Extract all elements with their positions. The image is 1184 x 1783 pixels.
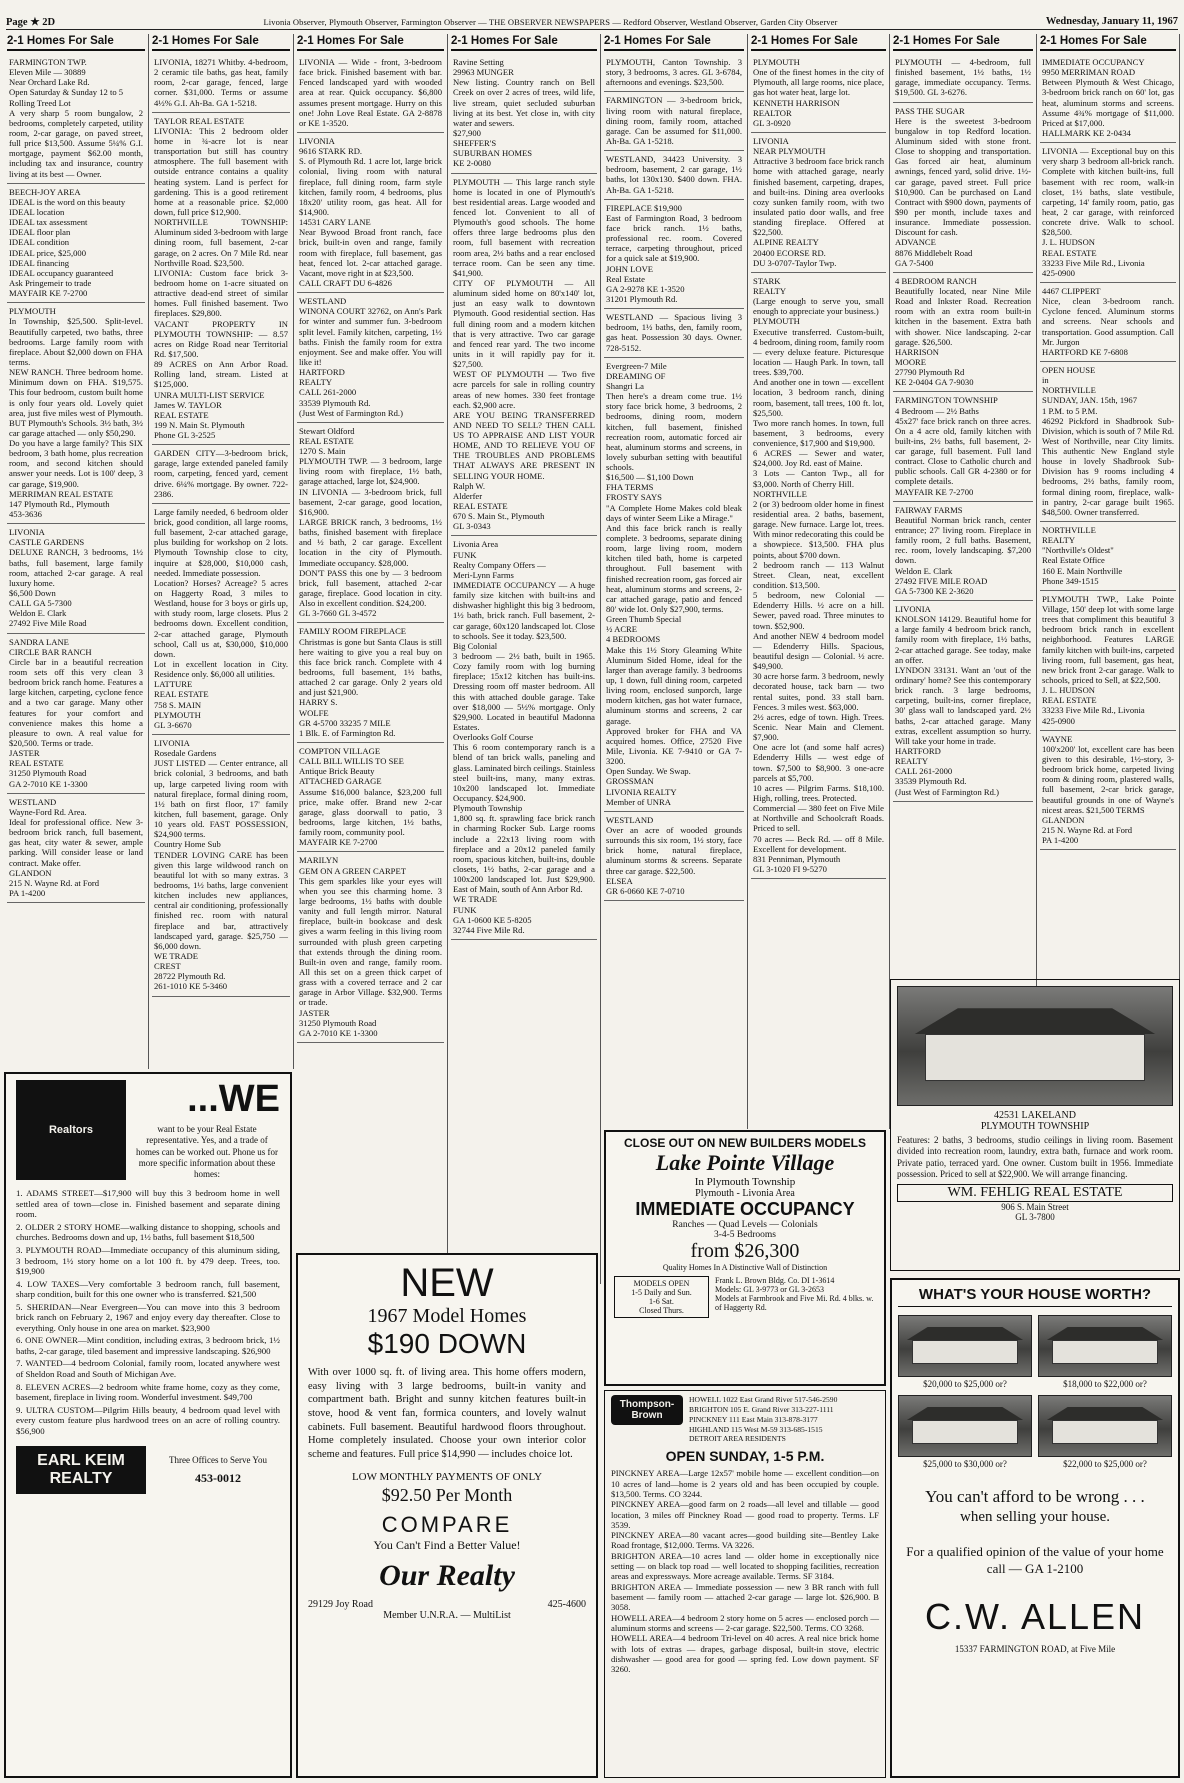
column-3: [294, 34, 448, 1284]
listing-ad: STARK REALTY (Large enough to serve you, small enough to appreciate your business.) PLYMOUTH Executive transferred. Custom-built, 4 bedroom, dining room, family room — every deluxe feature. Picturesque location — Haugh Park. In town, tall trees. $39,700. And another one in town — excellent location, 3 bedroom ranch, dining room, basement, tall trees, 100 ft. lot, $25,500. Two more ranch homes. In town, full basement, 3 bedrooms, every convenience, $17,900 and $19,900. 6 ACRES — Sewer and water, $24,000. Joy Rd. east of Maine. 3 Lots — Canton Twp., all for $3,000. North of Cherry Hill. NORTHVILLE 2 (or 3) bedroom older home in finest residential area. 2 baths, basement, garage. New furnace. Large lot, trees. With minor redecorating this could be a showpiece. $13,500. FHA plus points, about $700 down. 2 bedroom ranch — 113 Walnut Street. Clean, neat, excellent condition. $13,500. 5 bedroom, new Colonial — Edenderry Hills. ½ acre on a hill. Sewer, paved road. Three minutes to town. $52,900. And another NEW 4 bedroom model — Edenderry Hills. Spacious, beautiful design — Colonial. ½ acre. $49,900. 30 acre horse farm. 3 bedroom, newly decorated house, tack barn — two rental suites, pond. 33 stall barn. Fences. 3 miles west. $63,000. 2½ acres, edge of town. High. Trees. Scenic. Near Main and Clement. $7,900. One acre lot (and some half acres) Edenderry Hills — west edge of town. $7,500 to $8,900. 3 one-acre parcels at $5,700. 10 acres — Pilgrim Farms. $18,100. High, rolling, trees. Protected. Commercial — 380 feet on Five Mile at Northville and Schoolcraft Roads. Priced to sell. 70 acres — Beck Rd. — off 8 Mile. Excellent for development. 831 Penniman, Plymouth GL 3-1020 FI 9-5270: [751, 273, 886, 879]
listing-ad: COMPTON VILLAGE CALL BILL WILLIS TO SEE Antique Brick Beauty ATTACHED GARAGE Assume $16,000 balance, $23,200 full price, make offer. Brand new 2-car garage, glass doorwall to patio, 3 bedrooms, large kitchen, 1½ baths, family room, community pool. MAYFAIR KE 7-2700: [297, 743, 444, 852]
listing-ad: LIVONIA CASTLE GARDENS DELUXE RANCH, 3 bedrooms, 1½ baths, full basement, large family room, attached 2-car garage. A real luxury home. $6,500 Down CALL GA 5-7300 Weldon E. Clark 27492 Five Mile Road: [7, 524, 145, 633]
we-listing-item: 1. ADAMS STREET—$17,900 will buy this 3 bedroom home in well settled area of town—close in. Finished basement and separate dining room.: [16, 1188, 280, 1220]
realtors-badge: Realtors: [16, 1080, 126, 1180]
listing-ad: Ravine Setting 29963 MUNGER New listing. Country ranch on Bell Creek on over 2 acres of trees, wild life, live stream, quiet secluded suburban living at its best. Yet close in, with city water and sewers. $27,900 SHEFFER'S SUBURBAN HOMES KE 2-0080: [451, 54, 597, 174]
we-realtors-ad: [4, 1072, 292, 1778]
listing-ad: FAMILY ROOM FIREPLACE Christmas is gone but Santa Claus is still here waiting to give you a real buy on this face brick ranch. Complete with 4 bedrooms, full basement, 1½ baths, attached 2 car garage. Only 2 years old and just $21,900. HARRY S. WOLFE GR 4-5700 33235 7 MILE 1 Blk. E. of Farmington Rd.: [297, 623, 444, 743]
house-photo: [897, 986, 1173, 1106]
listing-ad: Evergreen-7 Mile DREAMING OF Shangri La Then here's a dream come true. 1½ story face brick home, 3 bedrooms, 2 bedrooms, dining room, modern kitchen, full basement, finished recreation room, automatic forced air heat, aluminum storms and screens, in lovely suburban setting with beautiful schools. $16,500 — $1,100 Down FHA TERMS FROSTY SAYS "A Complete Home Makes cold bleak days of winter Seem Like a Mirage." And this face brick ranch is really complete. 3 bedrooms, separate dining room, large living room, modern kitchen tiled bath, home is carpeted throughout. Full basement with finished recreation room, gas forced air heat, aluminum storms and screens, 2-car attached garage, patio and fenced 80' wide lot. Only $27,900, terms. Green Thumb Special ½ ACRE 4 BEDROOMS Make this 1½ Story Gleaming White Aluminum Sided Home, ideal for the larger than average family. 3 bedrooms up, 1 down, full dining room, carpeted living room, enclosed sunporch, large modern kitchen, gas hot water furnace, aluminum storms and screens, 2 car garage. Approved broker for FHA and VA acquired homes. Office, 27520 Five Mile, Livonia. KE 7-9410 or GA 7-3200. Open Sunday. We Swap. GROSSMAN LIVONIA REALTY Member of UNRA: [604, 358, 744, 812]
lakeland-address: 42531 LAKELAND PLYMOUTH TOWNSHIP: [980, 1110, 1090, 1132]
listing-ad: LIVONIA, 18271 Whitby. 4-bedroom, 2 ceramic tile baths, gas heat, family room, 2-car garage, fenced, large corner. $31,000. Terms or assume 4½% G.I. Ah-Ba. GA 1-5218.: [152, 54, 290, 113]
listing-ad: NORTHVILLE REALTY "Northville's Oldest" Real Estate Office 160 E. Main Northville Phone 349-1515: [1040, 522, 1176, 591]
new-text: With over 1000 sq. ft. of living area. This home offers modern, easy living with 3 large bedrooms, built-in vanity and compartment bath. Bright and sunny kitchen features built-in stove, hood & vent fan, formica counters, and lovely walnut cabinets. Full basement. Beautiful hardwood floors throughout. Home completely insulated. Choose your own interior color scheme and features. Full price $14,990 — includes choice lot.: [308, 1367, 586, 1460]
worth-line1: You can't afford to be wrong . . .: [925, 1487, 1145, 1506]
listing-ad: PASS THE SUGAR Here is the sweetest 3-bedroom bungalow in top Redford location. Aluminum sided with stone front. Close to shopping and transportation. Gas forced air heat, aluminum awnings, fenced yard, solid drive. 1½-car garage, paved street. Full price $10,900. Can be purchased on Land Contract with $900 down, payments of $90 per month, include taxes and insurance. Immediate possession. Discount for cash. ADVANCE 8876 Middlebelt Road GA 7-5400: [893, 103, 1033, 273]
we-listing-item: 5. SHERIDAN—Near Evergreen—You can move into this 3 bedroom brick ranch on February 2, 1967 and enjoy every day thereafter. Close to everything. Only house in one area on market. $23,900: [16, 1301, 280, 1333]
we-listing-item: 6. ONE OWNER—Mint condition, including extras, 3 bedroom brick, 1½ baths, 2-car garage, tiled basement and impressive landscaping. $26,900: [16, 1335, 280, 1356]
thompson-brown-logo: Thompson-Brown: [611, 1395, 683, 1425]
lakeland-ad: [890, 979, 1180, 1271]
listing-ad: WESTLAND, 34423 University. 3 bedroom, basement, 2 car garage, 1½ baths, lot 130x130. $400 down. FHA. Ah-Ba. GA 1-5218.: [604, 151, 744, 200]
section-heading: 2-1 Homes For Sale: [297, 34, 444, 51]
lakeland-broker: WM. FEHLIG REAL ESTATE: [897, 1184, 1173, 1202]
column-8: [1037, 34, 1180, 1009]
column-7: [890, 34, 1037, 1009]
worth-house-1: [898, 1315, 1032, 1389]
lake-types: Ranches — Quad Levels — Colonials 3-4-5 Bedrooms: [672, 1220, 818, 1240]
worth-line3: For a qualified opinion of the value of your home call — GA 1-2100: [906, 1544, 1164, 1576]
listing-ad: PLYMOUTH One of the finest homes in the city of Plymouth, all large rooms, nice place, gas hot water heat, large lot. KENNETH HARRISON REALTOR GL 3-0920: [751, 54, 886, 133]
listing-ad: PLYMOUTH TWP., Lake Pointe Village, 150' deep lot with some large trees that compliment this beautiful 3 bedroom brick ranch in excellent neighborhood. Features LARGE family kitchen with built-ins, carpeted living room, full basement, gas heat, new brick front 2-car garage. Walk to schools, priced to Sell, at $22,500. J. L. HUDSON REAL ESTATE 33233 Five Mile Rd., Livonia 425-0900: [1040, 591, 1176, 731]
section-heading: 2-1 Homes For Sale: [152, 34, 290, 51]
issue-date: Wednesday, January 11, 1967: [1045, 16, 1178, 27]
listing-ad: GARDEN CITY—3-bedroom brick, garage, large extended paneled family room, carpeting, fenced yard, cement drive. 6¼% mortgage. By owner. 722-2386.: [152, 445, 290, 504]
section-heading: 2-1 Homes For Sale: [1040, 34, 1176, 51]
new-compare: COMPARE: [381, 1512, 513, 1538]
lake-info: Frank L. Brown Bldg. Co. DI 1-3614 Models: GL 3-9773 or GL 3-2653 Models at Farmbrook and Five Mi. Rd. 4 blks. w. of Haggerty Rd.: [715, 1276, 874, 1312]
office-list: HOWELL 1022 East Grand River 517-546-2590 BRIGHTON 105 E. Grand River 313-227-1111 PINCKNEY 111 East Main 313-878-3177 HIGHLAND 115 West M-59 313-685-1515 DETROIT AREA RESIDENTS: [689, 1395, 838, 1444]
column-1: [4, 34, 149, 1069]
section-heading: 2-1 Homes For Sale: [751, 34, 886, 51]
page-number: Page ★ 2D: [6, 16, 56, 28]
new-monthly: $92.50 Per Month: [381, 1485, 513, 1506]
new-member: Member U.N.R.A. — MultiList: [383, 1610, 511, 1622]
our-realty-logo: Our Realty: [379, 1559, 515, 1593]
section-heading: 2-1 Homes For Sale: [7, 34, 145, 51]
we-title: ...WE: [187, 1078, 280, 1120]
listing-ad: TAYLOR REAL ESTATE LIVONIA: This 2 bedroom older home in ¾-acre lot is near transportation but still has country atmosphere. The full basement with outside entrance contains a quality heating system. Land is perfect for gardening. This is a good retirement home at a reasonable price. $2,000 down, full price $12,900. NORTHVILLE TOWNSHIP: Aluminum sided 3-bedroom with large dining room, full basement, 2-car garage, on 2 acres. On 7 Mile Rd. near Northville Road. $23,500. LIVONIA: Custom face brick 3-bedroom home on 1-acre situated on attractive dead-end street of similar homes. Full finished basement. Two fireplaces. $29,800. VACANT PROPERTY IN PLYMOUTH TOWNSHIP: — 8.57 acres on Ridge Road near Territorial Rd. $17,500. 89 ACRES on Ann Arbor Road. Rolling land, stream. Listed at $125,000. UNRA MULTI-LIST SERVICE James W. TAYLOR REAL ESTATE 199 N. Main St. Plymouth Phone GL 3-2525: [152, 113, 290, 446]
worth-price-4: $22,000 to $25,000 or?: [1063, 1459, 1147, 1469]
worth-price-1: $20,000 to $25,000 or?: [923, 1379, 1007, 1389]
listing-ad: 4 BEDROOM RANCH Beautifully located, near Nine Mile Road and Inkster Road. Recreation room with an extra room built-in kitchen in the basement. Extra bath with shower. Nice landscaping. 2-car garage. $26,500. HARRISON MOORE 27790 Plymouth Rd KE 2-0404 GA 7-9030: [893, 273, 1033, 393]
lakeland-broker-address: 906 S. Main Street GL 3-7800: [1001, 1202, 1069, 1222]
listing-ad: FARMINGTON TOWNSHIP 4 Bedroom — 2½ Baths 45x27' face brick ranch on three acres. On a 4 acre old, family kitchen with built-ins, 2½ baths, full basement, 2-car garage, full basement. Full land contract. Close to Catholic church and public schools. Call GR 4-2380 or for complete details. MAYFAIR KE 7-2700: [893, 392, 1033, 501]
we-listing-item: 9. ULTRA CUSTOM—Pilgrim Hills beauty, 4 bedroom quad level with every custom feature plus hardwood trees on an acre of rolling country. $56,900: [16, 1404, 280, 1436]
listing-ad: 4467 CLIPPERT Nice, clean 3-bedroom ranch. Cyclone fenced. Aluminum storms and screens. Near schools and transportation. Good assumption. Call Mr. Jurgon HARTFORD KE 7-6808: [1040, 283, 1176, 362]
column-2: [149, 34, 294, 1069]
listing-ad: MARILYN GEM ON A GREEN CARPET This gem sparkles like your eyes will when you see this charming home. 3 large bedrooms, 1½ baths with double vanity and full length mirror. Natural fireplace, built-in bookcase and desk gives a warm feeling in this living room surrounded with plush green carpeting that extends through the dining room. Built-in oven and range, family room. All this set on a green thick carpet of grass with a covered terrace and 2 car garage in Arbor Village. $32,900. Terms or trade. JASTER 31250 Plymouth Road GA 2-7010 KE 1-3300: [297, 852, 444, 1043]
lake-pointe-village-ad: [604, 1130, 886, 1386]
lake-occupancy: IMMEDIATE OCCUPANCY: [635, 1199, 855, 1219]
we-listing-item: 4. LOW TAXES—Very comfortable 3 bedroom ranch, full basement, sharp condition, built for this one owner who is transferred. $21,500: [16, 1278, 280, 1300]
open-sunday-title: OPEN SUNDAY, 1-5 P.M.: [665, 1448, 825, 1465]
listing-ad: WESTLAND — Spacious living 3 bedroom, 1½ baths, den, family room, gas heat. Possession 30 days. Owner. 728-5152.: [604, 309, 744, 358]
listing-ad: Stewart Oldford REAL ESTATE 1270 S. Main PLYMOUTH TWP. — 3 bedroom, large living room with fireplace, 1½ bath, garage attached, large lot, $24,900. IN LIVONIA — 3-bedroom brick, full basement, 2-car garage, good location, $16,900. LARGE BRICK ranch, 3 bedrooms, 1½ baths, finished basement with fireplace and ½ bath, 2 car garage. Excellent location in the city of Plymouth. Immediate occupancy. $28,000. DON'T PASS this one by — 3 bedroom brick, full basement, attached 2-car garage, fireplace. Good location in city. Also in excellent condition. $24,200. GL 3-7660 GL 3-4572: [297, 423, 444, 624]
section-heading: 2-1 Homes For Sale: [451, 34, 597, 51]
worth-title: WHAT'S YOUR HOUSE WORTH?: [898, 1286, 1172, 1307]
offices-note: Three Offices to Serve You: [168, 1454, 268, 1465]
new-address: 29129 Joy Road: [308, 1599, 373, 1611]
listing-ad: OPEN HOUSE in NORTHVILLE SUNDAY, JAN. 15th, 1967 1 P.M. to 5 P.M. 46292 Pickford in Shadbrook Sub-Division, which is south of 7 Mile Rd. West of Northville, near City limits. This authentic New England style house in lovely Shadbrook Sub-Division has 9 rooms including 4 bedrooms, 2½ baths, family room, formal dining room, fireplace, walk-in pantry, 2-car garage built 1965. $48,500. Owner transferred.: [1040, 362, 1176, 522]
listing-ad: LIVONIA NEAR PLYMOUTH Attractive 3 bedroom face brick ranch home with attached garage, nearly finished basement, carpeting, drapes, and built-ins. Dining area overlooks cozy sunken family room, with two insulated patio door walls, and free standing fireplace. Offered at $22,500. ALPINE REALTY 20400 ECORSE RD. DU 3-0707-Taylor Twp.: [751, 133, 886, 273]
listing-ad: FAIRWAY FARMS Beautiful Norman brick ranch, center entrance; 27' living room. Fireplace in family room, 2 full baths. Basement, rec. room, lovely landscaping. $7,200 down. Weldon E. Clark 27492 FIVE MILE ROAD GA 5-7300 KE 2-3620: [893, 502, 1033, 601]
listing-ad: LIVONIA Rosedale Gardens JUST LISTED — Center entrance, all brick colonial, 3 bedrooms, and bath up, large carpeted living room with natural fireplace, formal dining room, 1½ bath on first floor, 17' family kitchen, full basement, garage. Only 10 years old. FAST POSSESSION, $24,900 terms. Country Home Sub TENDER LOVING CARE has been given this large wildwood ranch on beautiful lot with so many extras. 3 bedrooms, 1½ baths, large convenient kitchen includes new appliances, central air conditioning, professionally finished rec. room with natural fireplace and bar, attractively landscaped yard, garage. $25,750 — $6,000 down. WE TRADE CREST 28722 Plymouth Rd. 261-1010 KE 5-3460: [152, 735, 290, 997]
lake-l1: In Plymouth Township: [694, 1176, 796, 1188]
listing-ad: LIVONIA 9616 STARK RD. S. of Plymouth Rd. 1 acre lot, large brick colonial, living room with natural fireplace, full dining room, farm style kitchen, family room, 4 bedrooms, plus 18x20' utility room, gas heat. All for $14,900. 14531 CARY LANE Near Bywood Broad front ranch, face brick, built-in oven and range, family room with fireplace, full basement, gas heat, fenced lot. 2-car attached garage. Vacant, move right in at $23,500. CALL CRAFT DU 6-4826: [297, 133, 444, 293]
open-sunday-text: PINCKNEY AREA—Large 12x57' mobile home — excellent condition—on 10 acres of land—home is 2 years old and has been occupied by couple. $13,500. Terms. CO 3244. PINCKNEY AREA—good farm on 2 roads—all level and tillable — good location, 3 miles off Pinckney Road — good road to property. Terms. LF 3539. PINCKNEY AREA—80 vacant acres—good building site—Bentley Lake Road frontage, $12,000. Terms. VA 3226. BRIGHTON AREA—10 acres land — older home in exceptionally nice setting — on black top road — well located to shopping facilities, recreation areas and expressways. More acreage available. Terms. SF 3184. BRIGHTON AREA — Immediate possession — new 3 BR ranch with full basement — family room — attached 2-car garage — large lot. $26,900. B 3058. HOWELL AREA—4 bedroom 2 story home on 5 acres — enclosed porch — aluminum storms and screens — 2-car garage. $22,500. Terms. CO 3268. HOWELL AREA—4 bedroom Tri-level on 40 acres. A real nice brick home with lots of extras — drapes, garbage disposal, built-in stove, electric dishwasher — good area for good — spring fed. Low down payment. SF 3260.: [611, 1468, 879, 1675]
we-listing-item: 8. ELEVEN ACRES—2 bedroom white frame home, cozy as they come, basement, fireplace in living room. Wonderful investment. $49,700: [16, 1381, 280, 1403]
column-5: [601, 34, 748, 1129]
listing-ad: WESTLAND WINONA COURT 32762, on Ann's Park for winter and summer fun. 3-bedroom split level. Family kitchen, carpeting, 1½ baths. Finish the family room for extra enjoyment. See and make offer. You will like it! HARTFORD REALTY CALL 261-2000 33539 Plymouth Rd. (Just West of Farmington Rd.): [297, 293, 444, 423]
column-6: [748, 34, 890, 1129]
cw-allen-logo: C.W. ALLEN: [924, 1595, 1146, 1637]
open-sunday-ad: [604, 1390, 886, 1778]
lake-top: CLOSE OUT ON NEW BUILDERS MODELS: [623, 1136, 866, 1150]
listing-ad: LIVONIA — Exceptional buy on this very sharp 3 bedroom all-brick ranch. Complete with kitchen built-ins, full basement with rec room, walk-in closet, 1½ baths, slate vestibule, carpeting, 14' family room, patio, gas heat, 2 car garage, with reinforced concrete drive. Walk to school. $28,500. J. L. HUDSON REAL ESTATE 33233 Five Mile Rd., Livonia 425-0900: [1040, 143, 1176, 283]
masthead: [6, 14, 1178, 30]
new-sub: 1967 Model Homes: [367, 1305, 527, 1327]
listing-ad: LIVONIA — Wide - front, 3-bedroom face brick. Finished basement with bar. Fenced landscaped yard with wooded area at rear. Quick occupancy. $6,800 assumes present mortgage. Hurry on this one! John Love Real Estate. GA 2-8878 or KE 1-3520.: [297, 54, 444, 133]
listing-ad: WESTLAND Over an acre of wooded grounds surrounds this six room, 1½ story, face brick home, natural fireplace, aluminum storms & screens. Separate three car garage. $22,500. ELSEA GR 6-0660 KE 7-0710: [604, 812, 744, 901]
new-low: LOW MONTHLY PAYMENTS OF ONLY: [351, 1471, 543, 1484]
listing-ad: BEECH-JOY AREA IDEAL is the word on this beauty IDEAL location IDEAL tax assessment IDEAL floor plan IDEAL condition IDEAL price, $25,000 IDEAL financing IDEAL occupancy guaranteed Ask Pringemeir to trade MAYFAIR KE 7-2700: [7, 184, 145, 304]
worth-house-2: [1038, 1315, 1172, 1389]
we-listing: [16, 1188, 280, 1436]
listing-ad: FIREPLACE $19,900 East of Farmington Road, 3 bedroom face brick ranch. 1½ baths, professional rec. room. Covered terrace, carpeting throughout, priced for a quick sale at $19,900. JOHN LOVE Real Estate GA 2-9278 KE 1-3520 31201 Plymouth Rd.: [604, 200, 744, 309]
section-heading: 2-1 Homes For Sale: [604, 34, 744, 51]
we-listing-item: 7. WANTED—4 bedroom Colonial, family room, located anywhere west of Sheldon Road and South of Michigan Ave.: [16, 1358, 280, 1379]
listing-ad: SANDRA LANE CIRCLE BAR RANCH Circle bar in a beautiful recreation room sets off this very clean 3 bedroom brick ranch home. Features a large kitchen, carpeting, cyclone fence and a two car garage. Many other features for your comfort and convenience makes this home a pleasure to own. A real value for $20,500. Terms or trade. JASTER REAL ESTATE 31250 Plymouth Road GA 2-7010 KE 1-3300: [7, 634, 145, 794]
listing-ad: PLYMOUTH In Township, $25,500. Split-level. Beautifully carpeted, two baths, three bedrooms. Large family room with fireplace. About $2,000 down on FHA terms. NEW RANCH. Three bedroom home. Minimum down on FHA. $19,575. This four bedroom, custom built home is only four years old. Lovely quiet area, just five miles west of Plymouth. BUT Plymouth's Schools. 3½ bath, 3½ car garage attached — only $50,290. Do you have a large family? This SIX bedroom, 3 bath home, plus recreation room, and second kitchen should answer your needs. Lot is 100' deep, 3 car garage, $19,900. MERRIMAN REAL ESTATE 147 Plymouth Rd., Plymouth 453-3636: [7, 303, 145, 524]
we-listing-item: 2. OLDER 2 STORY HOME—walking distance to shopping, schools and churches. Bedrooms down and up, 1½ baths, full basement $18,500: [16, 1221, 280, 1243]
worth-house-3: [898, 1395, 1032, 1469]
new-price: $190 DOWN: [367, 1328, 527, 1359]
we-intro: want to be your Real Estate representative. Yes, and a trade of homes can be worked out. Phone us for more specific information about these homes:: [136, 1124, 278, 1179]
listing-ad: FARMINGTON TWP. Eleven Mile — 30889 Near Orchard Lake Rd. Open Saturday & Sunday 12 to 5 Rolling Treed Lot A very sharp 5 room bungalow, 2 bedrooms, completely carpeted, utility room, 2-car garage, on paved street, full price $13,500. Assume 5¼% G.I. mortgage, payment $62.00 month, including tax and insurance, country living at its best — Owner.: [7, 54, 145, 184]
listing-ad: WESTLAND Wayne-Ford Rd. Area. Ideal for professional office. New 3-bedroom brick ranch, full basement, gas heat, city water & sewer, ample parking. Will consider lease or land contract. Make offer. GLANDON 215 N. Wayne Rd. at Ford PA 1-4200: [7, 794, 145, 903]
lake-name: Lake Pointe Village: [655, 1150, 835, 1175]
worth-price-2: $18,000 to $22,000 or?: [1063, 1379, 1147, 1389]
listing-ad: Livonia Area FUNK Realty Company Offers — Meri-Lynn Farms IMMEDIATE OCCUPANCY — A huge family size kitchen with built-ins and dishwasher highlight this big 3 bedroom, 1½ bath, brick ranch. Full basement, 2-car garage, 60x120 landscaped lot. Close to schools. See it today. $23,500. Big Colonial 3 bedroom — 2½ bath, built in 1965. Cozy family room with log burning fireplace; 15x12 kitchen has built-ins. Dressing room off master bedroom. All this with attached double garage. Take over $18,000 — 5½% mortgage. Only $29,900. Located in beautiful Madonna Estates. Overlooks Golf Course This 6 room contemporary ranch is a blend of tan brick walls, paneling and glass. Laminated birch ceilings. Stainless steel built-ins, many, many extras. 10x200 landscaped lot. Immediate Occupancy. $24,900. Plymouth Township 1,800 sq. ft. sprawling face brick ranch in charming Rocker Sub. Large rooms include a 22x13 living room with fireplace and a 20x12 paneled family room, spacious kitchen, built-ins, double closets, 1½ baths, 2-car garage and a 100x200 landscaped lot. Just $29,900. East of Main, south of Ann Arbor Rd. WE TRADE FUNK GA 1-0600 KE 5-8205 32744 Five Mile Rd.: [451, 536, 597, 939]
new-cant: You Can't Find a Better Value!: [373, 1538, 521, 1553]
column-4: [448, 34, 601, 1284]
new-phone: 425-4600: [547, 1599, 586, 1611]
lake-l2: Plymouth - Livonia Area: [695, 1188, 795, 1199]
lake-quality: Quality Homes In A Distinctive Wall of Distinction: [662, 1263, 828, 1272]
listing-ad: PLYMOUTH, Canton Township. 3 story, 3 bedrooms, 3 acres. GL 3-6784, afternoons and evenings. $23,500.: [604, 54, 744, 92]
new-title: NEW: [400, 1261, 494, 1305]
listing-ad: Large family needed, 6 bedroom older brick, good condition, all large rooms, full basement, 2-car attached garage, plus building for workshop on 2 lots. Plymouth Township close to city, inquire at $28,000, $10,000 cash, needed. Immediate possession. Location? Horses? Acreage? 5 acres on Haggerty Road, 3 miles to Westland, house for 3 boys or girls up, with study room, large closets. Plus 2 bedrooms down. Excellent condition, 2-car attached garage, Plymouth school, Call us at, $30,000, $10,000 down. Lot in excellent location in City. Residence only. $6,000 all utilities. LATTURE REAL ESTATE 758 S. MAIN PLYMOUTH GL 3-6670: [152, 504, 290, 735]
worth-price-3: $25,000 to $30,000 or?: [923, 1459, 1007, 1469]
worth-line2: when selling your house.: [960, 1509, 1110, 1525]
listing-ad: PLYMOUTH — 4-bedroom, full finished basement, 1½ baths, 1½ garage, immediate occupancy. Terms. $19,500. GL 3-6276.: [893, 54, 1033, 103]
listing-ad: FARMINGTON — 3-bedroom brick, living room with natural fireplace, dining room, family room, attached garage. Can be assumed for $11,000. Ah-Ba. GA 1-5218.: [604, 92, 744, 151]
listing-ad: IMMEDIATE OCCUPANCY 9950 MERRIMAN ROAD Between Plymouth & West Chicago, 3-bedroom brick ranch on 60' lot, gas heat, aluminum storms and screens. Assume 4¾% mortgage of $11,000. Priced at $17,000. HALLMARK KE 2-0434: [1040, 54, 1176, 143]
worth-house-4: [1038, 1395, 1172, 1469]
earl-keim-logo: EARL KEIM REALTY: [16, 1446, 146, 1494]
listing-ad: LIVONIA KNOLSON 14129. Beautiful home for a large family 4 bedroom brick ranch, family room with fireplace, 1½ baths, 2-car attached garage. See today, make an offer. LYNDON 33131. Want an 'out of the ordinary' home? See this contemporary brick ranch. 3 large bedrooms, carpeting, built-ins, corner fireplace, 30' glass wall to landscaped yard. 2½ baths, 2-car attached garage. Many extras, excellent assumption so hurry. Will take your home in trade. HARTFORD REALTY CALL 261-2000 33539 Plymouth Rd. (Just West of Farmington Rd.): [893, 601, 1033, 802]
paper-names: Livonia Observer, Plymouth Observer, Farmington Observer — THE OBSERVER NEWSPAPERS — Redford Observer, Westland Observer, Garden City Observer: [263, 16, 838, 27]
new-model-homes-ad: [296, 1253, 598, 1778]
we-phone: 453-0012: [195, 1470, 241, 1485]
lakeland-text: Features: 2 baths, 3 bedrooms, studio ceilings in living room. Basement divided into recreation room, laundry, extra bath, furnace and work room. Private patio, terraced yard. One owner. Custom built in 1956. Immediate possession. Priced to sell at $22,900. We will arrange financing.: [897, 1135, 1173, 1179]
house-worth-ad: [890, 1278, 1180, 1778]
lake-models: MODELS OPEN 1-5 Daily and Sun. 1-6 Sat. Closed Thurs.: [614, 1276, 709, 1318]
listing-ad: WAYNE 100'x200' lot, excellent care has been given to this desirable, 1½-story, 3-bedroom brick home, carpeted living room & dining room, plastered walls, full basement, 2-car brick garage, beautiful grounds in one of Wayne's nicest areas. $21,500 TERMS GLANDON 215 N. Wayne Rd. at Ford PA 1-4200: [1040, 731, 1176, 851]
worth-address: 15337 FARMINGTON ROAD, at Five Mile: [954, 1643, 1116, 1654]
section-heading: 2-1 Homes For Sale: [893, 34, 1033, 51]
listing-ad: PLYMOUTH — This large ranch style home is located in one of Plymouth's best residential areas. Large wooded and fenced lot. Convenient to all of Plymouth's good schools. The home offers three large bedrooms plus den room, full basement with recreation room area, 2½ baths and a rear enclosed terrace room. Can be seen any time. $41,900. CITY OF PLYMOUTH — All aluminum sided home on 80'x140' lot, just an easy walk to downtown Plymouth. Good residential section. Has full dining room and a modern kitchen that is very attractive. Two car garage and fenced rear yard. The two income units in it will rapidly pay for it. $27,500. WEST OF PLYMOUTH — Two five acre parcels for sale in rolling country areas of new homes. 330 feet frontage each. $2,900 acre. ARE YOU BEING TRANSFERRED AND NEED TO SELL? THEN CALL US TO APPRAISE AND LIST YOUR HOME, AND TO RELIEVE YOU OF THE TROUBLES AND PROBLEMS THAT ALWAYS ARE PRESENT IN SELLING YOUR HOME. Ralph W. Alderfer REAL ESTATE 670 S. Main St., Plymouth GL 3-0343: [451, 174, 597, 537]
lake-from: from $26,300: [690, 1240, 800, 1262]
we-listing-item: 3. PLYMOUTH ROAD—Immediate occupancy of this aluminum siding, 3 bedroom, 1½ story home on a lot 100 ft. by 479 deep. Trees, too. $19,900: [16, 1244, 280, 1277]
